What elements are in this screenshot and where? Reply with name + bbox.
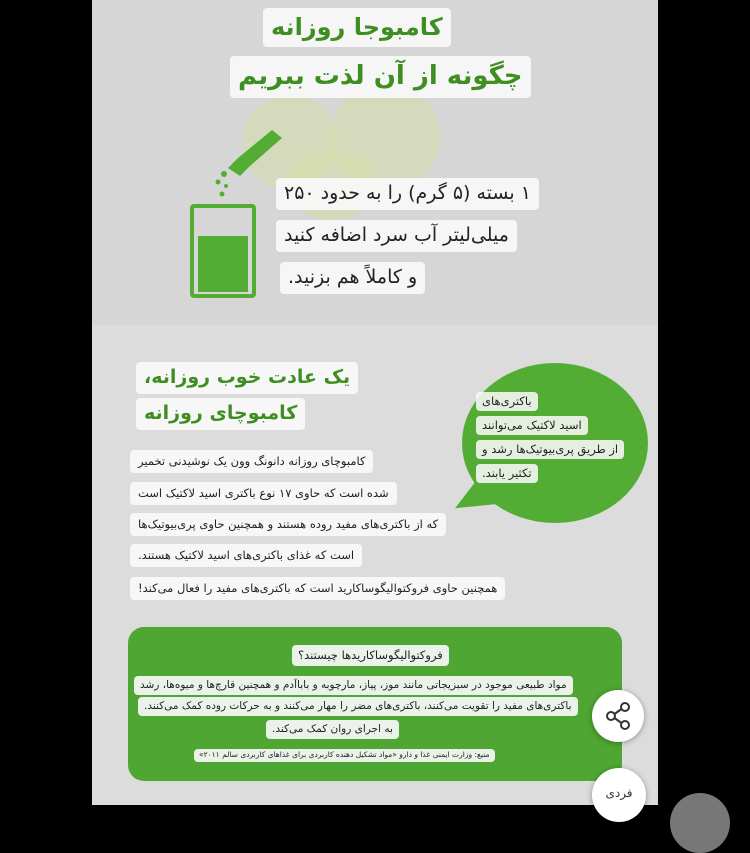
bubble-text-line: تکثیر یابند. [476, 464, 538, 483]
bubble-text-line: اسید لاکتیک می‌توانند [476, 416, 588, 435]
sachet-icon [216, 130, 283, 197]
page-title: کامبوجا روزانه [263, 8, 451, 47]
page-subtitle: چگونه از آن لذت ببریم [230, 56, 531, 98]
floating-action-button[interactable] [670, 793, 730, 853]
usage-section [92, 0, 658, 325]
habit-heading-1: یک عادت خوب روزانه، [136, 362, 358, 394]
glass-icon [180, 128, 290, 298]
fos-text-line: به اجرای روان کمک می‌کند. [266, 720, 399, 739]
fos-text-line: باکتری‌های مفید را تقویت می‌کنند، باکتری‌های مضر را مهار می‌کنند و به حرکات روده کمک می‌کنند. [138, 697, 578, 716]
habit-text-line: است که غذای باکتری‌های اسید لاکتیک هستند. [130, 544, 362, 567]
habit-heading-2: کامبوچای روزانه [136, 398, 305, 430]
habit-text-line: شده است که حاوی ۱۷ نوع باکتری اسید لاکتیک است [130, 482, 397, 505]
instruction-line-1: ۱ بسته (۵ گرم) را به حدود ۲۵۰ [276, 178, 539, 210]
fos-question: فروکتوالیگوساکاریدها چیستند؟ [292, 645, 449, 666]
fos-source: منبع: وزارت ایمنی غذا و دارو «مواد تشکیل دهنده کاربردی برای غذاهای کاربردی سالم ۲۰۱۱» [194, 749, 495, 762]
fardi-button[interactable]: فردی [592, 768, 646, 822]
share-icon [592, 690, 644, 742]
infographic-panel [92, 0, 658, 805]
share-button[interactable] [592, 690, 644, 742]
instruction-line-2: میلی‌لیتر آب سرد اضافه کنید [276, 220, 517, 252]
habit-text-line: کامبوچای روزانه دانونگ وون یک نوشیدنی تخمیر [130, 450, 373, 473]
habit-text-line: که از باکتری‌های مفید روده هستند و همچنین حاوی پری‌بیوتیک‌ها [130, 513, 446, 536]
instruction-line-3: و کاملاً هم بزنید. [280, 262, 425, 294]
bubble-text-line: از طریق پری‌بیوتیک‌ها رشد و [476, 440, 624, 459]
bubble-text-line: باکتری‌های [476, 392, 538, 411]
fos-text-line: مواد طبیعی موجود در سبزیجاتی مانند موز، پیاز، مارچوبه و باباآدم و همچنین قارچ‌ها و میوه‌ها، رشد [134, 676, 573, 695]
habit-text-line: همچنین حاوی فروکتوالیگوساکارید است که باکتری‌های مفید را فعال می‌کند! [130, 577, 505, 600]
